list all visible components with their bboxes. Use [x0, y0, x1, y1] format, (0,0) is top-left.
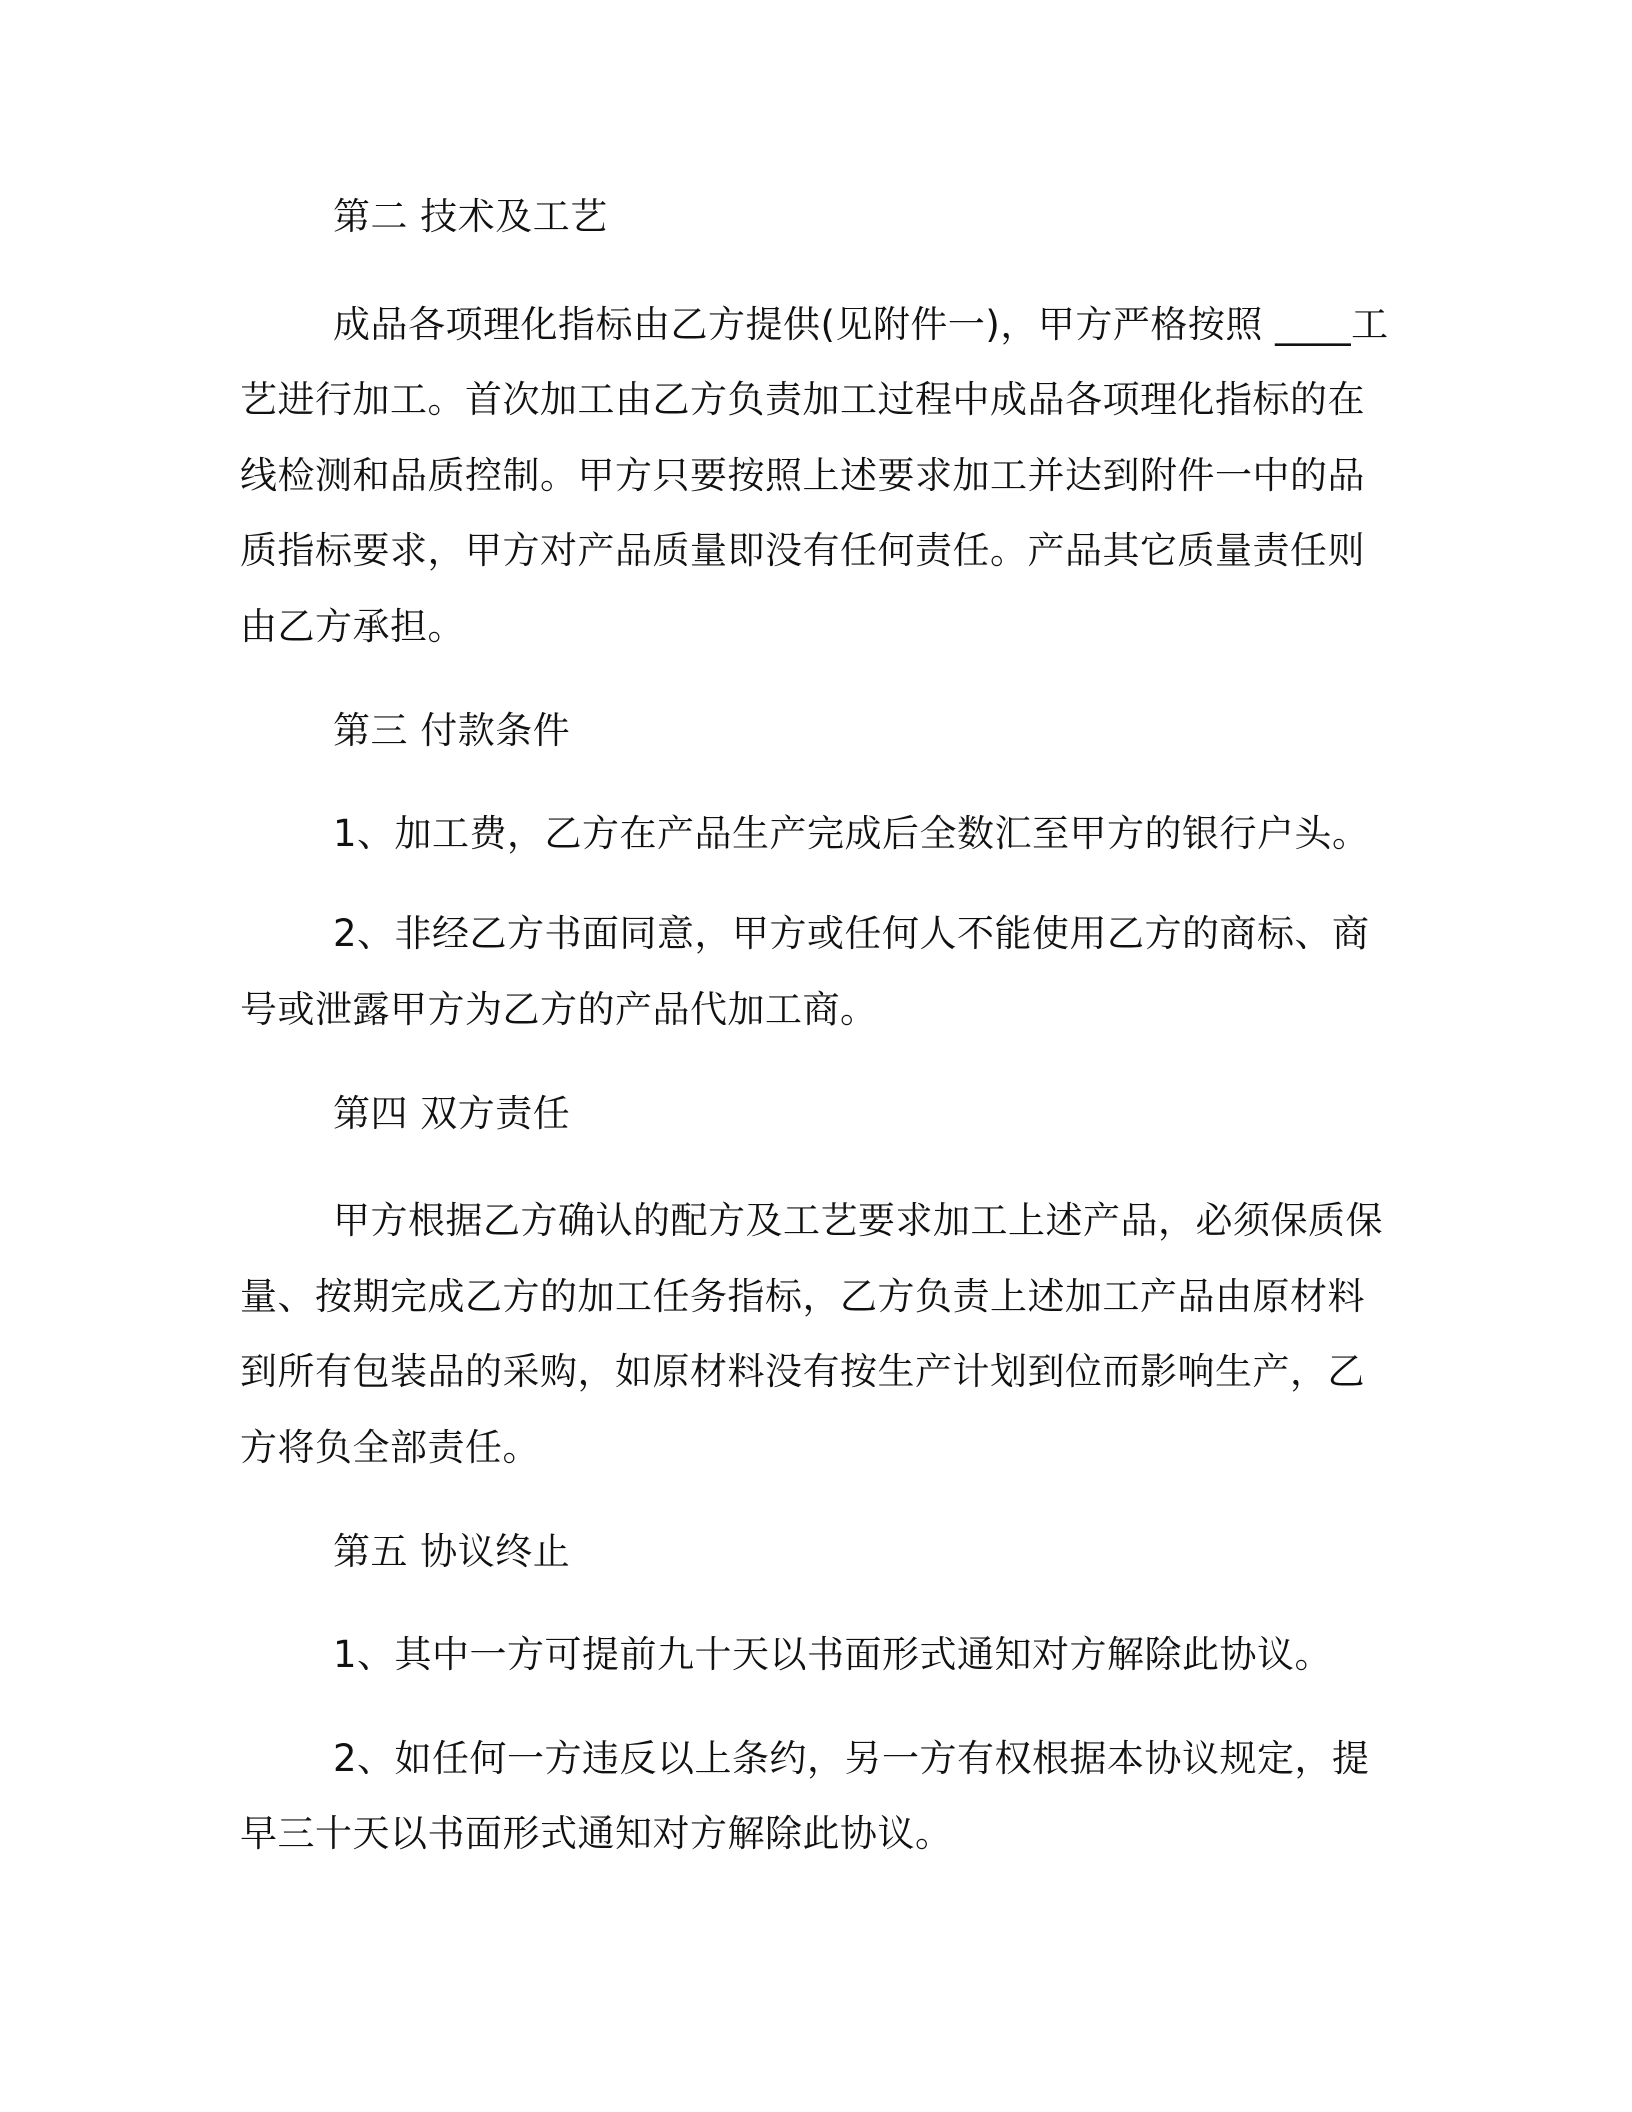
paragraph-line: 量、按期完成乙方的加工任务指标，乙方负责上述加工产品由原材料: [240, 1275, 1365, 1318]
paragraph-line: 早三十天以书面形式通知对方解除此协议。: [240, 1812, 953, 1855]
paragraph-line: 由乙方承担。: [240, 605, 465, 648]
paragraph-line: 成品各项理化指标由乙方提供(见附件一)，甲方严格按照 ____工: [333, 303, 1389, 346]
paragraph-line: 方将负全部责任。: [240, 1426, 540, 1469]
section-heading-2: 第二 技术及工艺: [333, 195, 608, 238]
paragraph-line: 甲方根据乙方确认的配方及工艺要求加工上述产品，必须保质保: [333, 1199, 1383, 1242]
paragraph-line: 1、加工费，乙方在产品生产完成后全数汇至甲方的银行户头。: [333, 812, 1370, 855]
paragraph-line: 到所有包装品的采购，如原材料没有按生产计划到位而影响生产，乙: [240, 1350, 1365, 1393]
paragraph-line: 2、如任何一方违反以上条约，另一方有权根据本协议规定，提: [333, 1737, 1370, 1780]
section-heading-4: 第四 双方责任: [333, 1092, 571, 1135]
paragraph-line: 2、非经乙方书面同意，甲方或任何人不能使用乙方的商标、商: [333, 912, 1370, 955]
paragraph-line: 线检测和品质控制。甲方只要按照上述要求加工并达到附件一中的品: [240, 454, 1365, 497]
section-heading-3: 第三 付款条件: [333, 709, 571, 752]
paragraph-line: 质指标要求，甲方对产品质量即没有任何责任。产品其它质量责任则: [240, 529, 1365, 572]
paragraph-line: 1、其中一方可提前九十天以书面形式通知对方解除此协议。: [333, 1633, 1333, 1676]
paragraph-line: 号或泄露甲方为乙方的产品代加工商。: [240, 988, 878, 1031]
paragraph-line: 艺进行加工。首次加工由乙方负责加工过程中成品各项理化指标的在: [240, 378, 1365, 421]
section-heading-5: 第五 协议终止: [333, 1530, 571, 1573]
